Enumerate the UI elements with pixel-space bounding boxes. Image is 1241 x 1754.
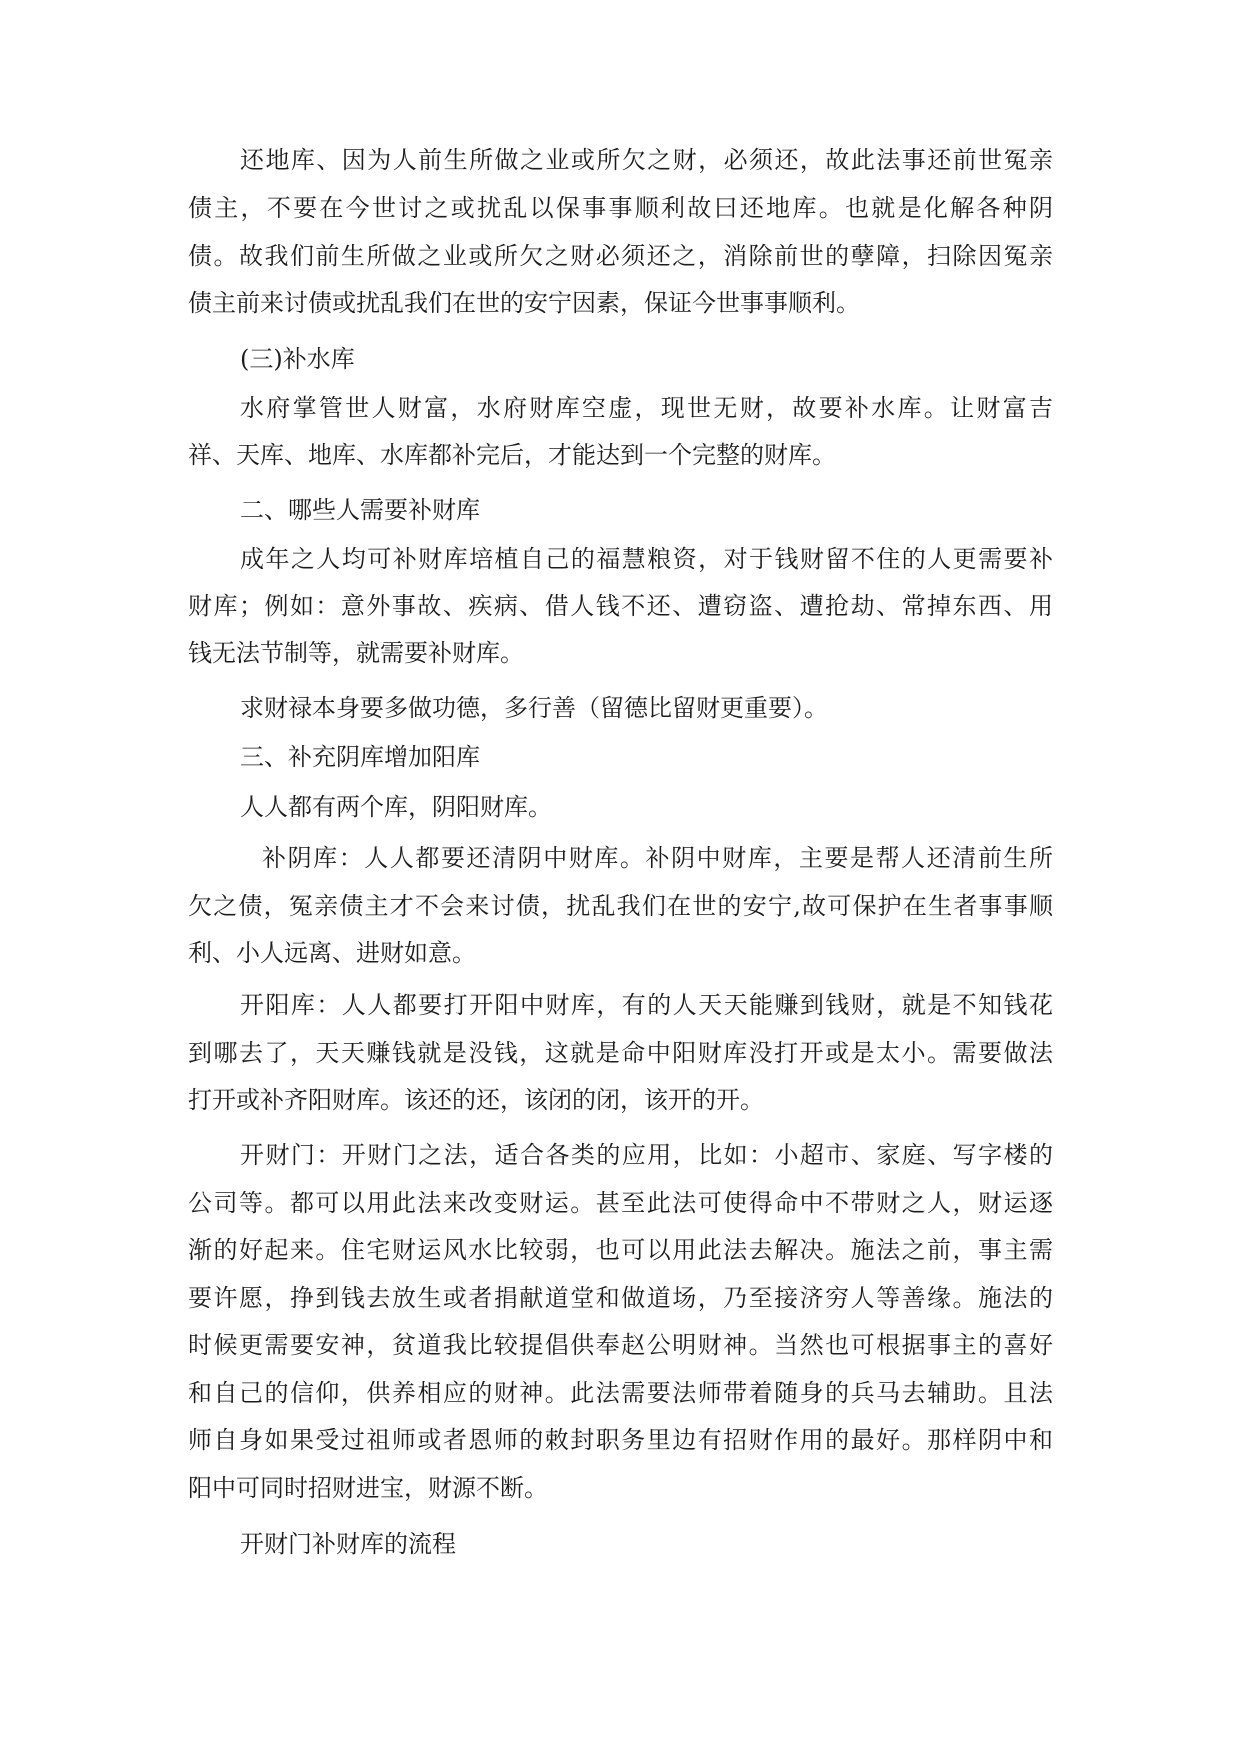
paragraph-line: 到哪去了，天天赚钱就是没钱，这就是命中阳财库没打开或是太小。需要做法 — [188, 1039, 1053, 1067]
paragraph-line: 和自己的信仰，供养相应的财神。此法需要法师带着随身的兵马去辅助。且法 — [188, 1379, 1053, 1407]
section-heading: 二、哪些人需要补财库 — [240, 496, 480, 524]
paragraph-line: 还地库、因为人前生所做之业或所欠之财，必须还，故此法事还前世冤亲 — [240, 146, 1053, 174]
paragraph-line: 水府掌管世人财富，水府财库空虚，现世无财，故要补水库。让财富吉 — [240, 394, 1053, 422]
paragraph-line: 人人都有两个库，阴阳财库。 — [240, 793, 552, 821]
paragraph-line: 财库；例如：意外事故、疾病、借人钱不还、遭窃盗、遭抢劫、常掉东西、用 — [188, 592, 1053, 620]
paragraph-line: 债主，不要在今世讨之或扰乱以保事事顺利故曰还地库。也就是化解各种阴 — [188, 194, 1053, 222]
section-heading: (三)补水库 — [240, 345, 355, 373]
paragraph-line: 利、小人远离、进财如意。 — [188, 939, 476, 967]
paragraph-line: 打开或补齐阳财库。该还的还，该闭的闭，该开的开。 — [188, 1086, 764, 1114]
paragraph-line: 钱无法节制等，就需要补财库。 — [188, 639, 524, 667]
paragraph-line: 渐的好起来。住宅财运风水比较弱，也可以用此法去解决。施法之前，事主需 — [188, 1236, 1053, 1264]
paragraph-line: 补阴库：人人都要还清阴中财库。补阴中财库，主要是帮人还清前生所 — [262, 844, 1053, 872]
paragraph-line: 时候更需要安神，贫道我比较提倡供奉赵公明财神。当然也可根据事主的喜好 — [188, 1331, 1053, 1359]
paragraph-line: 祥、天库、地库、水库都补完后，才能达到一个完整的财库。 — [188, 441, 836, 469]
paragraph-line: 欠之债，冤亲债主才不会来讨债，扰乱我们在世的安宁,故可保护在生者事事顺 — [188, 892, 1053, 920]
paragraph-line: 债。故我们前生所做之业或所欠之财必须还之，消除前世的孽障，扫除因冤亲 — [188, 242, 1053, 270]
paragraph-line: 阳中可同时招财进宝，财源不断。 — [188, 1474, 548, 1502]
paragraph-line: 开财门：开财门之法，适合各类的应用，比如：小超市、家庭、写字楼的 — [240, 1141, 1053, 1169]
paragraph-line: 要许愿，挣到钱去放生或者捐献道堂和做道场，乃至接济穷人等善缘。施法的 — [188, 1284, 1053, 1312]
paragraph-line: 债主前来讨债或扰乱我们在世的安宁因素，保证今世事事顺利。 — [188, 289, 860, 317]
section-heading: 开财门补财库的流程 — [240, 1530, 456, 1558]
paragraph-line: 成年之人均可补财库培植自己的福慧粮资，对于钱财留不住的人更需要补 — [240, 545, 1053, 573]
paragraph-line: 开阳库：人人都要打开阳中财库，有的人天天能赚到钱财，就是不知钱花 — [240, 991, 1053, 1019]
section-heading: 三、补充阴库增加阳库 — [240, 743, 480, 771]
paragraph-line: 求财禄本身要多做功德，多行善（留德比留财更重要）。 — [240, 694, 828, 722]
paragraph-line: 公司等。都可以用此法来改变财运。甚至此法可使得命中不带财之人，财运逐 — [188, 1189, 1053, 1217]
paragraph-line: 师自身如果受过祖师或者恩师的敕封职务里边有招财作用的最好。那样阴中和 — [188, 1426, 1053, 1454]
